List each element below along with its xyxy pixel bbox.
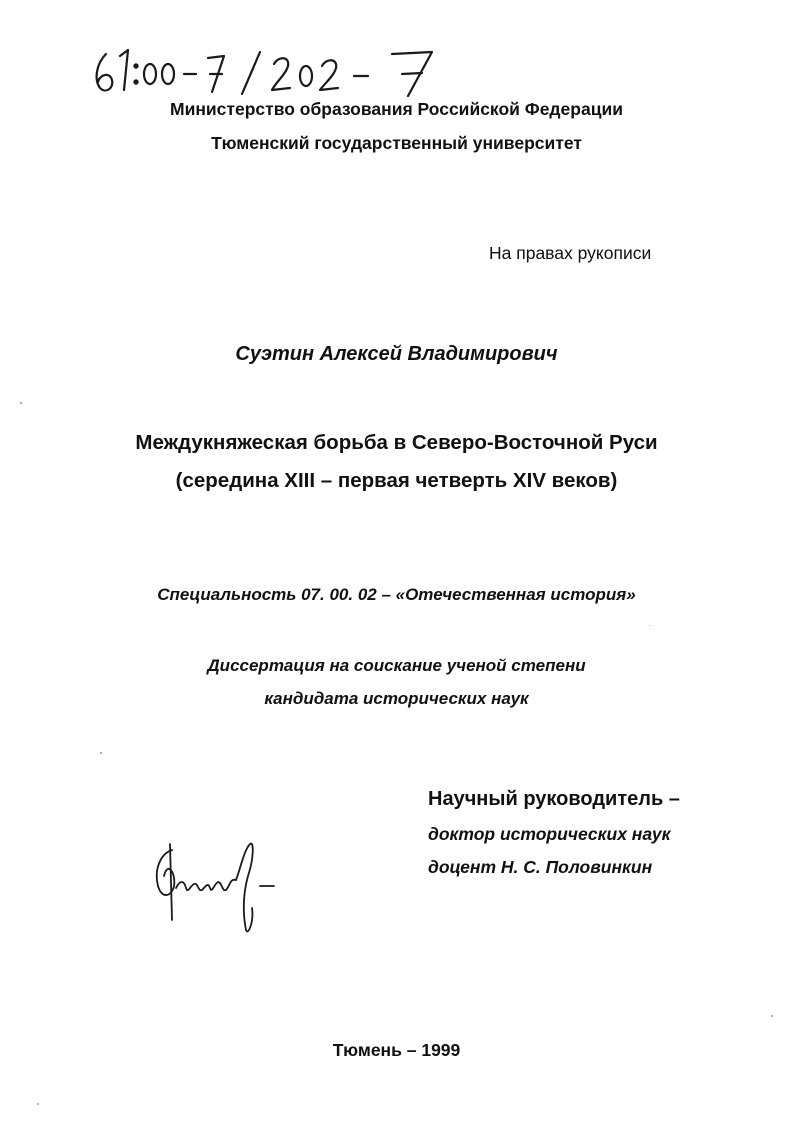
supervisor-heading: Научный руководитель – (428, 788, 680, 810)
dissertation-title-line-2: (середина XIII – первая четверть XIV веков) (175, 469, 618, 492)
scan-speck (20, 402, 22, 404)
scan-speck (37, 1103, 39, 1105)
archive-number-handwriting (92, 40, 452, 98)
dissertation-title-line-1: Междукняжеская борьба в Северо-Восточной Руси (135, 431, 658, 454)
degree-statement-line-1: Диссертация на соискание ученой степени (207, 656, 586, 675)
scan-speck (649, 625, 650, 626)
supervisor-name: доцент Н. С. Половинкин (428, 857, 653, 877)
scan-speck (771, 1015, 773, 1017)
author-name: Суэтин Алексей Владимирович (235, 343, 558, 365)
specialty: Специальность 07. 00. 02 – «Отечественная история» (157, 585, 636, 604)
supervisor-degree: доктор исторических наук (428, 824, 671, 844)
signature (150, 830, 280, 940)
scan-speck (100, 752, 102, 754)
city-and-year: Тюмень – 1999 (332, 1040, 461, 1060)
ministry-name: Министерство образования Российской Федерации (170, 99, 623, 119)
degree-statement-line-2: кандидата исторических наук (264, 689, 529, 708)
manuscript-rights-note: На правах рукописи (489, 243, 652, 263)
university-name: Тюменский государственный университет (211, 133, 582, 153)
